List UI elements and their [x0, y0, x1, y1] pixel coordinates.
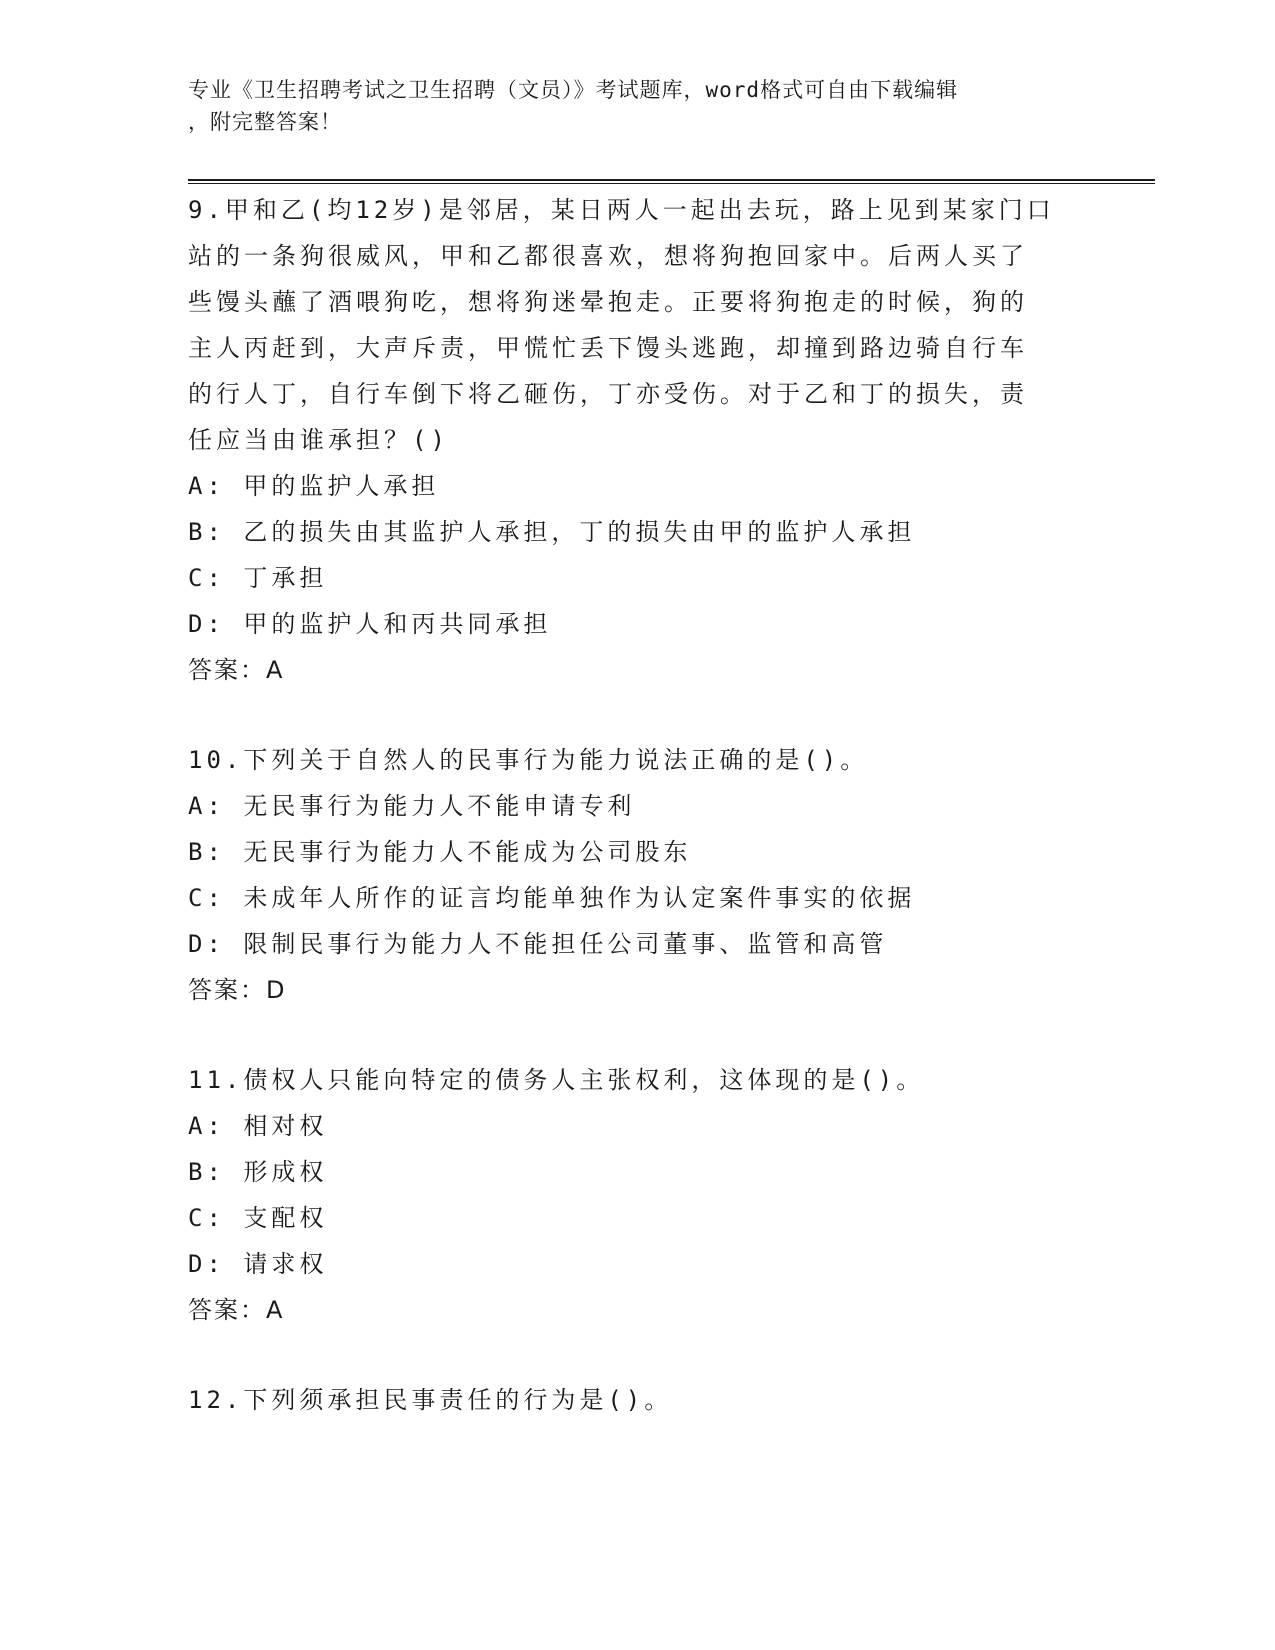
header-rule-thin [188, 183, 1155, 184]
option-c: C: 未成年人所作的证言均能单独作为认定案件事实的依据 [188, 884, 916, 912]
spacer [188, 1013, 1088, 1057]
question-line: 9.甲和乙(均12岁)是邻居，某日两人一起出去玩，路上见到某家门口 [188, 196, 1055, 224]
question-line: 11.债权人只能向特定的债务人主张权利，这体现的是()。 [188, 1066, 925, 1094]
option-a: A: 无民事行为能力人不能申请专利 [188, 792, 636, 820]
option-b: B: 无民事行为能力人不能成为公司股东 [188, 838, 692, 866]
option-d: D: 甲的监护人和丙共同承担 [188, 610, 552, 638]
option-d: D: 限制民事行为能力人不能担任公司董事、监管和高管 [188, 930, 888, 958]
option-b: B: 乙的损失由其监护人承担，丁的损失由甲的监护人承担 [188, 518, 916, 546]
question-text [188, 1377, 1088, 1423]
answer: 答案：A [188, 1296, 285, 1324]
option-b: B: 形成权 [188, 1158, 328, 1186]
question-10 [188, 737, 1088, 1013]
option-c: C: 丁承担 [188, 564, 328, 592]
spacer [188, 693, 1088, 737]
answer: 答案：A [188, 656, 285, 684]
question-line: 10.下列关于自然人的民事行为能力说法正确的是()。 [188, 746, 869, 774]
question-line: 任应当由谁承担？() [188, 426, 449, 454]
option-c: C: 支配权 [188, 1204, 328, 1232]
question-line: 12.下列须承担民事责任的行为是()。 [188, 1386, 673, 1414]
option-a: A: 甲的监护人承担 [188, 472, 440, 500]
spacer [188, 1333, 1088, 1377]
answer: 答案：D [188, 976, 287, 1004]
question-line: 些馒头蘸了酒喂狗吃，想将狗迷晕抱走。正要将狗抱走的时候，狗的 [188, 288, 1028, 316]
header-line-1: 专业《卫生招聘考试之卫生招聘（文员）》考试题库，word格式可自由下载编辑 [188, 78, 959, 102]
question-line: 站的一条狗很威风，甲和乙都很喜欢，想将狗抱回家中。后两人买了 [188, 242, 1028, 270]
option-a: A: 相对权 [188, 1112, 328, 1140]
question-text [188, 737, 1088, 783]
header-rule-thick [188, 179, 1155, 181]
option-d: D: 请求权 [188, 1250, 328, 1278]
question-12 [188, 1377, 1088, 1423]
question-9 [188, 187, 1088, 693]
question-line: 主人丙赶到，大声斥责，甲慌忙丢下馒头逃跑，却撞到路边骑自行车 [188, 334, 1028, 362]
question-11 [188, 1057, 1088, 1333]
question-text [188, 187, 1088, 463]
header-line-2: ，附完整答案！ [188, 110, 342, 134]
question-line: 的行人丁，自行车倒下将乙砸伤，丁亦受伤。对于乙和丁的损失，责 [188, 380, 1028, 408]
document-header [188, 74, 1088, 138]
question-list [188, 187, 1088, 1423]
question-text [188, 1057, 1088, 1103]
